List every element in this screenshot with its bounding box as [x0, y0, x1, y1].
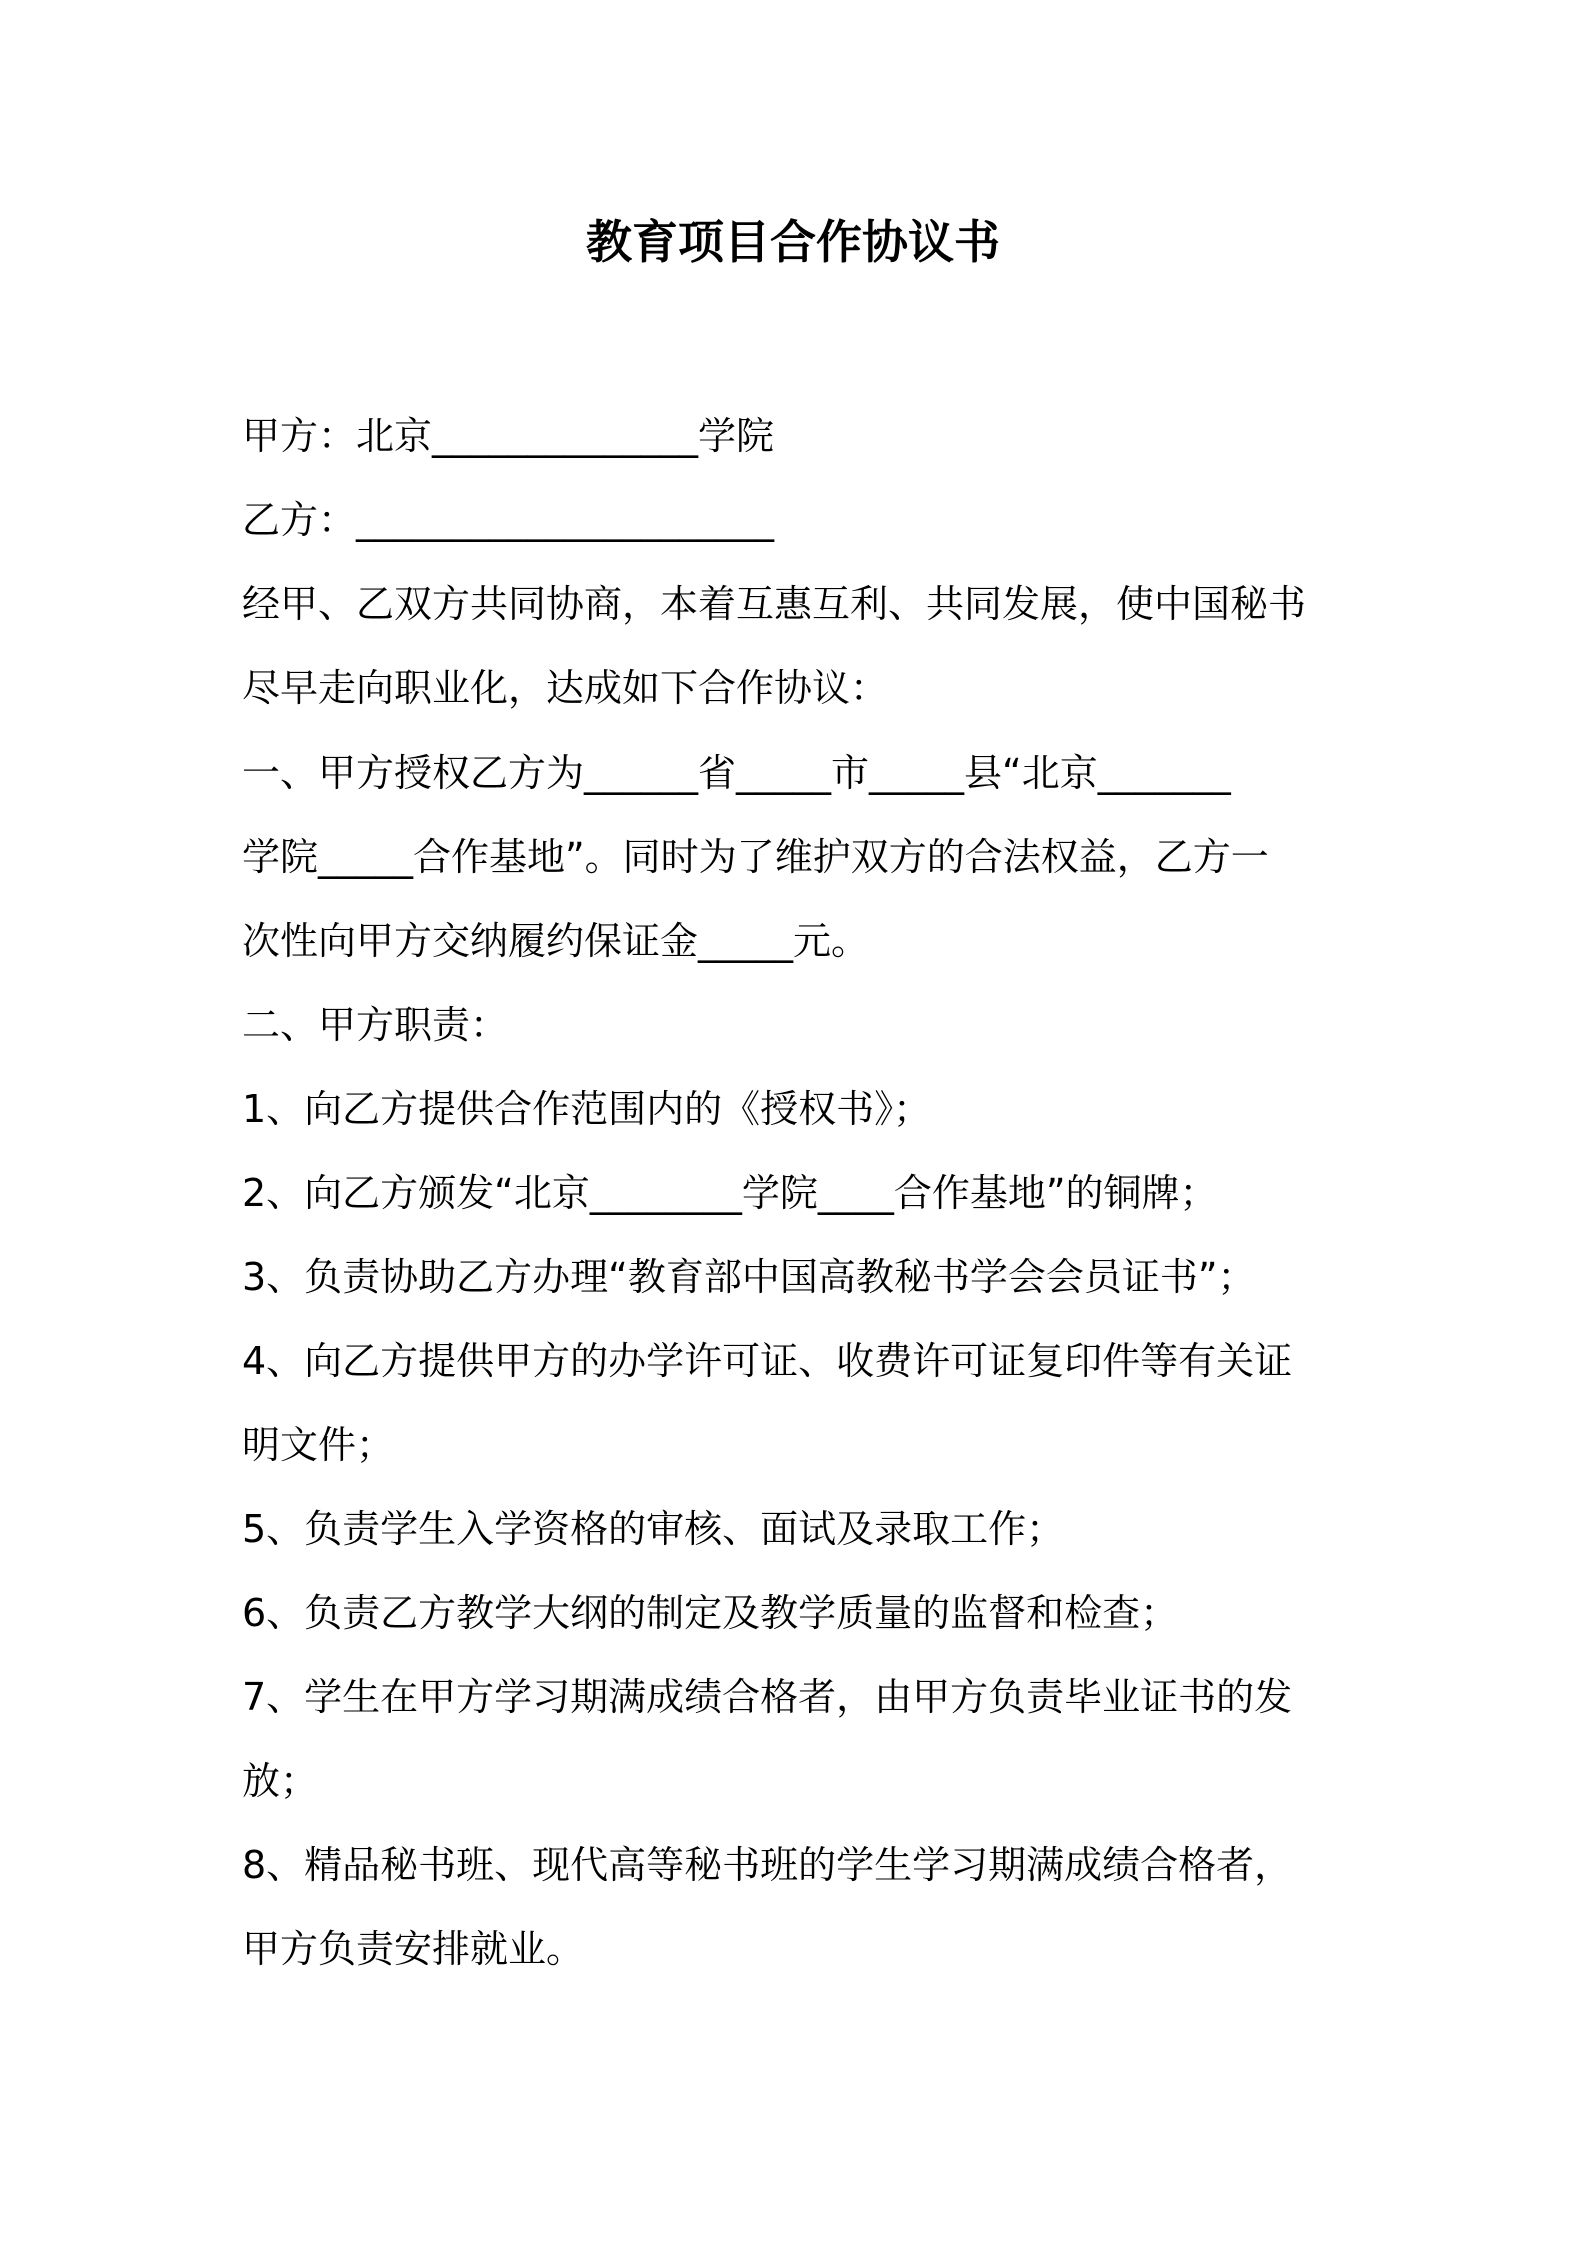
clause-1-line-1: 一、甲方授权乙方为______省_____市_____县“北京_______	[242, 751, 1231, 795]
duty-8-line-2: 甲方负责安排就业。	[242, 1927, 585, 1971]
duty-2: 2、向乙方颁发“北京________学院____合作基地”的铜牌；	[242, 1171, 1218, 1215]
document-title: 教育项目合作协议书	[586, 215, 1000, 269]
duty-5: 5、负责学生入学资格的审核、面试及录取工作；	[242, 1507, 1065, 1551]
clause-1-line-2: 学院_____合作基地”。同时为了维护双方的合法权益，乙方一	[242, 835, 1269, 879]
party-b-line: 乙方：______________________	[242, 498, 775, 542]
duty-1: 1、向乙方提供合作范围内的《授权书》；	[242, 1087, 932, 1131]
preamble-line-1: 经甲、乙双方共同协商，本着互惠互利、共同发展，使中国秘书	[242, 582, 1307, 626]
duty-4-line-2: 明文件；	[242, 1423, 395, 1467]
duty-4-line-1: 4、向乙方提供甲方的办学许可证、收费许可证复印件等有关证	[242, 1339, 1293, 1383]
duty-6: 6、负责乙方教学大纲的制定及教学质量的监督和检查；	[242, 1591, 1179, 1635]
section-2-heading: 二、甲方职责：	[242, 1003, 509, 1047]
preamble-line-2: 尽早走向职业化，达成如下合作协议：	[242, 666, 889, 710]
duty-3: 3、负责协助乙方办理“教育部中国高教秘书学会会员证书”；	[242, 1255, 1256, 1299]
duty-8-line-1: 8、精品秘书班、现代高等秘书班的学生学习期满成绩合格者，	[242, 1843, 1293, 1887]
party-a-line: 甲方：北京______________学院	[242, 414, 775, 458]
duty-7-line-1: 7、学生在甲方学习期满成绩合格者，由甲方负责毕业证书的发	[242, 1675, 1293, 1719]
clause-1-line-3: 次性向甲方交纳履约保证金_____元。	[242, 919, 870, 963]
duty-7-line-2: 放；	[242, 1759, 319, 1803]
